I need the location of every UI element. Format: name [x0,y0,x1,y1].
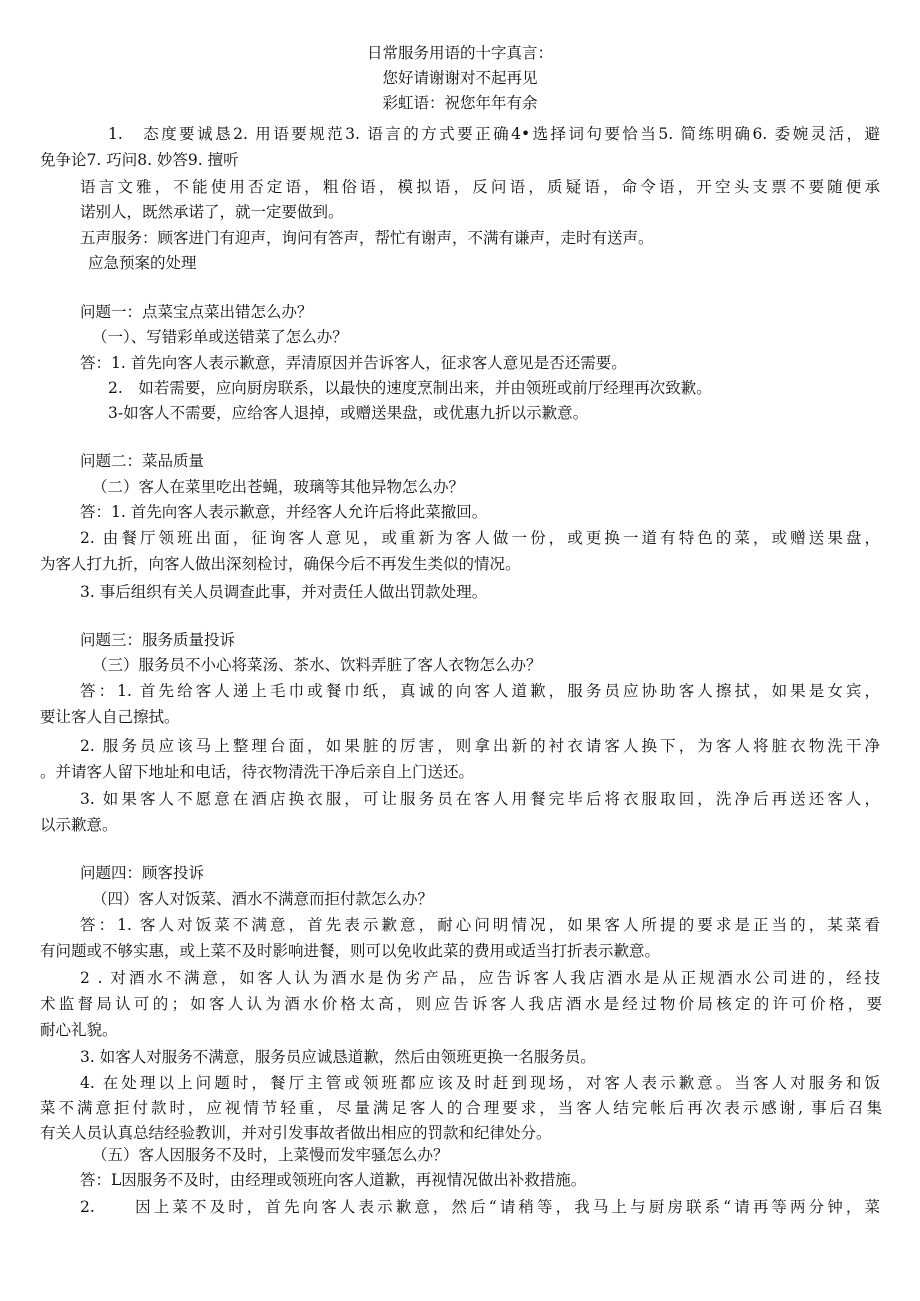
q5-subtitle: （五）客人因服务不及时，上菜慢而发牢骚怎么办？ [92,1146,449,1164]
q3-answer-1-line-2: 要让客人自己擦拭。 [40,708,180,726]
q1-title: 问题一：点菜宝点菜出错怎么办？ [80,303,313,321]
q4-answer-3: 3. 如客人对服务不满意，服务员应诚恳道歉，然后由领班更换一名服务员。 [80,1048,596,1066]
q4-answer-1-line-2: 有问题或不够实惠，或上菜不及时影响进餐，则可以免收此菜的费用或适当打折表示歉意。 [40,942,661,960]
q2-answer-3: 3. 事后组织有关人员调查此事，并对责任人做出罚款处理。 [80,583,488,601]
q1-answer-3: 3-如客人不需要，应给客人退掉，或赠送果盘，或优惠九折以示歉意。 [108,404,589,422]
q4-answer-1-line-1: 答：1. 客人对饭菜不满意，首先表示歉意，耐心问明情况，如果客人所提的要求是正当的，某菜看 [80,916,880,934]
q5-answer-1: 答：L因服务不及时，由经理或领班向客人道歉，再视情况做出补救措施。 [80,1171,587,1189]
intro-principles-line-1: 1. 态度要诚恳2. 用语要规范3. 语言的方式要正确4•选择词句要恰当5. 简练明确6. 委婉灵活，避 [108,125,880,143]
q2-answer-2-line-2: 为客人打九折，向客人做出深刻检讨，确保今后不再发生类似的情况。 [40,555,521,573]
q4-answer-4-line-1: 4. 在处理以上问题时，餐厅主管或领班都应该及时赶到现场，对客人表示歉意。当客人对服务和饭 [80,1074,880,1092]
q3-answer-3-line-2: 以示歉意。 [40,816,118,834]
intro-language-line-1: 语言文雅，不能使用否定语，粗俗语，模拟语，反问语，质疑语，命令语，开空头支票不要随便承 [80,178,880,196]
q5-answer-2: 2. 因上菜不及时，首先向客人表示歉意，然后“请稍等，我马上与厨房联系“请再等两分钟，菜 [80,1198,880,1216]
q3-subtitle: （三）服务员不小心将菜汤、茶水、饮料弄脏了客人衣物怎么办？ [92,656,542,674]
q1-subtitle: （一）、写错彩单或送错菜了怎么办？ [92,328,348,346]
header-title: 日常服务用语的十字真言： [366,44,553,62]
header-rainbow-phrase: 彩虹语：祝您年年有余 [382,94,538,112]
q3-answer-2-line-1: 2. 服务员应该马上整理台面，如果脏的厉害，则拿出新的衬衣请客人换下，为客人将脏衣物洗干净 [80,737,880,755]
q3-answer-2-line-2: 。并请客人留下地址和电话，待衣物清洗干净后亲自上门送还。 [40,763,475,781]
q1-answer-1: 答：1. 首先向客人表示歉意，弄清原因并告诉客人，征求客人意见是否还需要。 [80,354,627,372]
q1-answer-2: 2. 如若需要，应向厨房联系，以最快的速度烹制出来，并由领班或前厅经理再次致歉。 [108,379,712,397]
q3-answer-3-line-1: 3. 如果客人不愿意在酒店换衣服，可让服务员在客人用餐完毕后将衣服取回，洗净后再送还客人， [80,790,880,808]
q4-answer-4-line-3: 有关人员认真总结经验教训，并对引发事故者做出相应的罚款和纪律处分。 [40,1124,552,1142]
q2-title: 问题二：菜品质量 [80,452,205,470]
intro-five-voices: 五声服务：顾客进门有迎声，询问有答声，帮忙有谢声，不满有谦声，走时有送声。 [80,229,654,247]
q4-answer-2-line-2: 术监督局认可的；如客人认为酒水价格太高，则应告诉客人我店酒水是经过物价局核定的许可价格，要 [40,995,882,1013]
intro-principles-line-2: 免争论7. 巧问8. 妙答9. 擅听 [40,151,239,169]
q4-subtitle: （四）客人对饭菜、酒水不满意而拒付款怎么办？ [92,890,434,908]
q2-subtitle: （二）客人在菜里吃出苍蝇，玻璃等其他异物怎么办？ [92,478,465,496]
q4-answer-2-line-3: 耐心礼貌。 [40,1021,118,1039]
intro-emergency-heading: 应急预案的处理 [88,254,197,272]
q4-answer-4-line-2: 菜不满意拒付款时，应视情节轻重，尽量满足客人的合理要求，当客人结完帐后再次表示感谢, 事后召集 [40,1099,882,1117]
header-ten-words: 您好请谢谢对不起再见 [382,69,538,87]
q3-title: 问题三：服务质量投诉 [80,631,236,649]
q4-title: 问题四：顾客投诉 [80,864,205,882]
q2-answer-2-line-1: 2. 由餐厅领班出面，征询客人意见，或重新为客人做一份，或更换一道有特色的菜，或赠送果盘， [80,529,880,547]
q3-answer-1-line-1: 答：1. 首先给客人递上毛巾或餐巾纸，真诚的向客人道歉，服务员应协助客人擦拭，如果是女宾， [80,682,880,700]
q2-answer-1: 答：1. 首先向客人表示歉意，并经客人允许后将此菜撤回。 [80,503,488,521]
q4-answer-2-line-1: 2 . 对酒水不满意，如客人认为酒水是伪劣产品，应告诉客人我店酒水是从正规酒水公司进的，经技 [80,969,880,987]
intro-language-line-2: 诺别人，既然承诺了，就一定要做到。 [80,203,344,221]
